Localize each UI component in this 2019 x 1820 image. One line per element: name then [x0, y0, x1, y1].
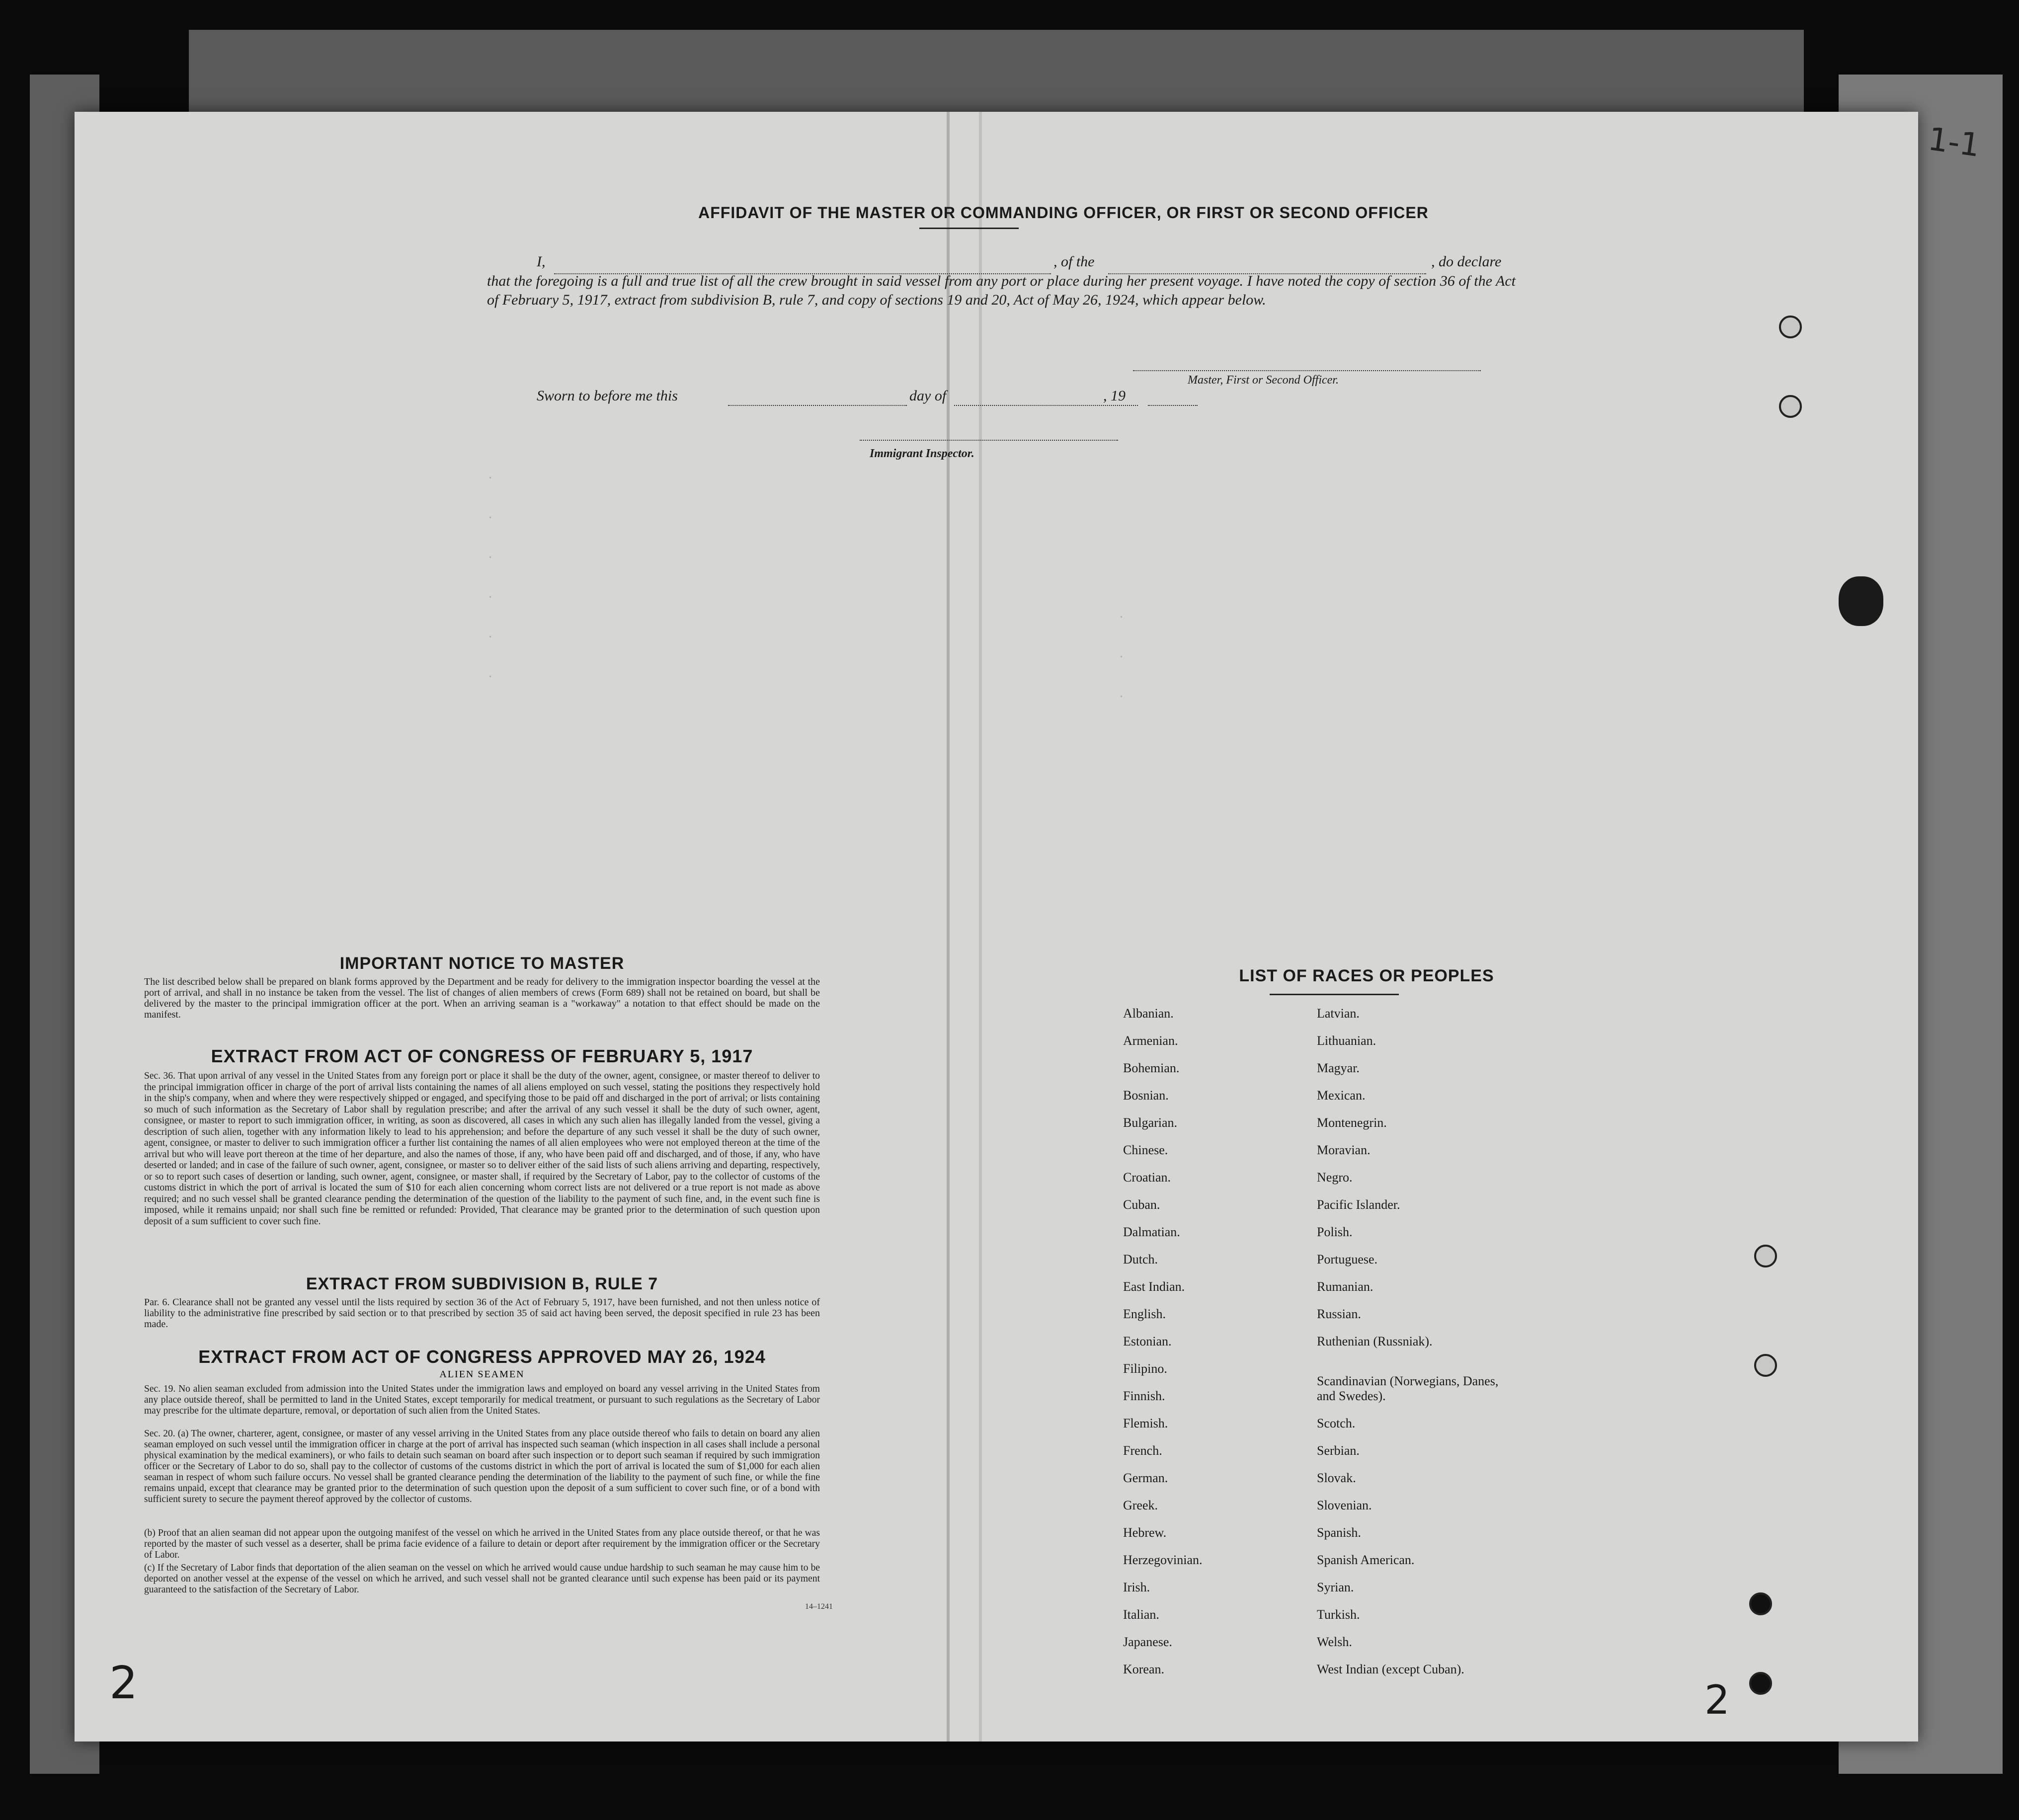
race-item: Russian. — [1317, 1307, 1361, 1321]
race-item: Montenegrin. — [1317, 1115, 1387, 1130]
race-item: Negro. — [1317, 1170, 1353, 1185]
handwritten-page-number: 1-1 — [1926, 121, 1983, 164]
binder-hole-icon — [1779, 316, 1802, 338]
subdivision-title: EXTRACT FROM SUBDIVISION B, RULE 7 — [306, 1274, 658, 1293]
race-item: Dutch. — [1123, 1252, 1158, 1266]
race-item: Spanish. — [1317, 1525, 1361, 1540]
subdivision-text: Par. 6. Clearance shall not be granted any vessel until the lists required by section 36 of the Act of February 5, 1917, have been furnished, and not then unless notice of liability to the administrative fine prescribed by said section or to that prescribed by section 35 of said act having been served, the deposit specified in rule 23 has been made. — [144, 1297, 820, 1330]
race-item: Mexican. — [1317, 1088, 1366, 1103]
extract-1917-title: EXTRACT FROM ACT OF CONGRESS OF FEBRUARY 5, 1917 — [211, 1046, 753, 1066]
race-item: West Indian (except Cuban). — [1317, 1662, 1464, 1676]
sec20c-text: (c) If the Secretary of Labor finds that deportation of the alien seaman on the vessel on which he arrived would cause undue hardship to such seaman he may cause him to be deported on another vessel at the expense of the vessel on which he arrived, and such vessel shall not be granted clearance until such expense has been paid or its payment guaranteed to the satisfaction of the Secretary of Labor. — [144, 1563, 820, 1595]
race-item: Greek. — [1123, 1498, 1158, 1512]
handwritten-mark-right: 2 — [1704, 1677, 1730, 1723]
race-item: Albanian. — [1123, 1006, 1174, 1021]
extract-1917-text: Sec. 36. That upon arrival of any vessel in the United States from any foreign port or place it shall be the duty of the owner, agent, consignee, or master thereof to deliver to the principal immigration officer in charge of the port of arrival lists containing the names of all aliens employed on such vessel, stating the positions they respectively hold in the ship's company, when and where they were respectively shipped or engaged, and specifying those to be paid off and discharged in the port of arrival; or lists containing so much of such information as the Secretary of Labor shall by regulation prescribe; and after the arrival of any such vessel it shall be the duty of such owner, agent, consignee, or master to report to such immigration officer, in writing, as soon as discovered, all cases in which any such alien has illegally landed from the vessel, giving a description of such alien, together with any information likely to lead to his apprehension; and before the departure of any such vessel it shall be the duty of such owner, agent, consignee, or master to deliver to such immigration officer a further list containing the names of all alien employees who were not employed thereon at the time of the arrival but who will leave port thereon at the time of her departure, and also the names of those, if any, who have been paid off and discharged, and of those, if any, who have deserted or landed; and in case of the failure of such owner, agent, consignee, or master so to deliver either of the said lists of such aliens arriving and departing, respectively, or so to report such cases of desertion or landing, such owner, agent, consignee, or master shall, if required by the Secretary of Labor, pay to the collector of customs of the customs district in which the port of arrival is located the sum of $10 for each alien concerning whom correct lists are not delivered or a true report is not made as above required; and no such vessel shall be granted clearance pending the determination of the question of the liability to the payment of such fine, and, in the event such fine is imposed, while it remains unpaid; nor shall such fine be remitted or refunded: Provided, That clearance may be granted prior to the determination of such question upon deposit of a sum sufficient to cover such fine. — [144, 1071, 820, 1227]
race-item: Turkish. — [1317, 1607, 1360, 1622]
race-item: Cuban. — [1123, 1197, 1160, 1212]
binder-hole-icon — [1754, 1354, 1777, 1377]
race-item: Slovenian. — [1317, 1498, 1372, 1512]
center-fold — [947, 112, 950, 1741]
race-item: Magyar. — [1317, 1061, 1360, 1075]
binder-hole-icon — [1749, 1672, 1772, 1695]
binder-hole-icon — [1779, 395, 1802, 418]
handwritten-mark-left: 2 — [109, 1657, 138, 1709]
race-item: Moravian. — [1317, 1143, 1371, 1157]
affidavit-declare: , do declare — [1431, 253, 1502, 270]
extract-1924-title: EXTRACT FROM ACT OF CONGRESS APPROVED MAY 26, 1924 — [198, 1346, 766, 1367]
race-item: French. — [1123, 1443, 1162, 1458]
races-left-column — [1123, 1006, 1312, 1689]
bleed-through-column-2: . . . — [1118, 609, 1125, 701]
race-item: Scandinavian (Norwegians, Danes, and Swedes). — [1317, 1374, 1499, 1403]
bleed-through-column-1: . . . . . . — [487, 470, 494, 681]
affidavit-i: I, — [537, 253, 546, 270]
ink-blot-icon — [1839, 576, 1883, 626]
race-item: Korean. — [1123, 1662, 1165, 1676]
master-signature-blank[interactable] — [1133, 370, 1481, 371]
race-item: English. — [1123, 1307, 1166, 1321]
sworn-day: day of — [909, 388, 947, 404]
inspector-label: Immigrant Inspector. — [870, 447, 974, 460]
affidavit-title-rule — [919, 228, 1019, 229]
race-item: Dalmatian. — [1123, 1225, 1180, 1239]
race-item: Serbian. — [1317, 1443, 1360, 1458]
sworn-year-blank[interactable] — [1148, 405, 1198, 406]
affidavit-line1 — [537, 253, 1531, 273]
race-item: Syrian. — [1317, 1580, 1354, 1594]
affidavit-body: that the foregoing is a full and true list of all the crew brought in said vessel from any port or place during her present voyage. I have noted the copy of section 36 of the Act of February 5, 1917, extract from subdivision B, rule 7, and copy of sections 19 and 20, Act of May 26, 1924, which appear below. — [487, 273, 1516, 308]
race-item: Italian. — [1123, 1607, 1159, 1622]
race-item: Spanish American. — [1317, 1553, 1415, 1567]
race-item: Lithuanian. — [1317, 1033, 1376, 1048]
race-item: Chinese. — [1123, 1143, 1168, 1157]
race-item: Scotch. — [1317, 1416, 1356, 1430]
sworn-prefix: Sworn to before me this — [537, 388, 678, 404]
sec20b-text: (b) Proof that an alien seaman did not appear upon the outgoing manifest of the vessel on which he arrived in the United States from any place outside thereof, or that he was reported by the master of such vessel as a deserter, shall be prima facie evidence of a failure to detain or deport after requirement by the immigration officer or the Secretary of Labor. — [144, 1528, 820, 1560]
race-item: Pacific Islander. — [1317, 1197, 1400, 1212]
race-item: Bohemian. — [1123, 1061, 1180, 1075]
sec19-text: Sec. 19. No alien seaman excluded from admission into the United States under the immigration laws and employed on board any vessel arriving in the United States from any place outside thereof, shall be permitted to land in the United States, except temporarily for medical treatment, or pursuant to such regulations as the Secretary of Labor may prescribe for the ultimate departure, removal, or deportation of such alien from the United States. — [144, 1384, 820, 1416]
race-item: Hebrew. — [1123, 1525, 1167, 1540]
race-item: East Indian. — [1123, 1279, 1185, 1294]
sworn-line — [537, 388, 1282, 407]
inspector-signature-blank[interactable] — [860, 440, 1118, 441]
notice-text: The list described below shall be prepared on blank forms approved by the Department and be ready for delivery to the immigration inspector boarding the vessel at the port of arrival, and shall in no instance be taken from the vessel. The list of changes of alien members of crews (Form 689) shall not be retained on board, but shall be delivered by the master to the principal immigration officer at the port. When an arriving seaman is a "workaway" a notation to that effect should be made on the manifest. — [144, 976, 820, 1020]
race-item: Rumanian. — [1317, 1279, 1373, 1294]
alien-seamen-subtitle: ALIEN SEAMEN — [439, 1369, 525, 1380]
binder-hole-icon — [1749, 1592, 1772, 1615]
race-item: Filipino. — [1123, 1361, 1167, 1376]
race-item: German. — [1123, 1471, 1168, 1485]
race-item: Slovak. — [1317, 1471, 1356, 1485]
race-item: Portuguese. — [1317, 1252, 1378, 1266]
race-item: Herzegovinian. — [1123, 1553, 1203, 1567]
sec20a-text: Sec. 20. (a) The owner, charterer, agent, consignee, or master of any vessel arriving in the United States from any place outside thereof who fails to detain on board any alien seaman employed on such vessel until the immigration officer in charge at the port of arrival has inspected such seaman (which inspection in all cases shall include a personal physical examination by the medical examiners), or who fails to detain such seaman on board after such inspection or to deport such seaman if required by such immigration officer or the Secretary of Labor to do so, shall pay to the collector of customs of the customs district in which the port of arrival is located the sum of $1,000 for each alien seaman in respect of whom such failure occurs. No vessel shall be granted clearance pending the determination of the liability to the payment of such fine, or while the fine remains unpaid, except that clearance may be granted prior to the determination of such question upon the deposit of a sum sufficient to cover such fine, or of a bond with sufficient surety to secure the payment thereof approved by the collector of customs. — [144, 1428, 820, 1504]
affidavit-title: AFFIDAVIT OF THE MASTER OR COMMANDING OFFICER, OR FIRST OR SECOND OFFICER — [698, 204, 1429, 222]
race-item: Flemish. — [1123, 1416, 1168, 1430]
races-title: LIST OF RACES OR PEOPLES — [1239, 966, 1494, 985]
race-item: Japanese. — [1123, 1635, 1172, 1649]
manifest-page — [75, 112, 1918, 1741]
races-right-column — [1317, 1006, 1575, 1689]
master-label: Master, First or Second Officer. — [1188, 374, 1339, 387]
race-item: Latvian. — [1317, 1006, 1360, 1021]
race-item: Welsh. — [1317, 1635, 1352, 1649]
race-item: Bosnian. — [1123, 1088, 1169, 1103]
race-item: Ruthenian (Russniak). — [1317, 1334, 1433, 1348]
race-item: Croatian. — [1123, 1170, 1171, 1185]
form-number: 14–1241 — [805, 1602, 833, 1611]
sworn-day-blank[interactable] — [728, 405, 907, 406]
sworn-month-blank[interactable] — [954, 405, 1138, 406]
race-item: Irish. — [1123, 1580, 1150, 1594]
race-item: Bulgarian. — [1123, 1115, 1178, 1130]
affidavit-of: , of the — [1053, 253, 1095, 270]
races-title-rule — [1270, 994, 1399, 995]
notice-title: IMPORTANT NOTICE TO MASTER — [339, 954, 625, 973]
race-item: Armenian. — [1123, 1033, 1178, 1048]
race-item: Estonian. — [1123, 1334, 1172, 1348]
binder-hole-icon — [1754, 1245, 1777, 1267]
race-item: Polish. — [1317, 1225, 1353, 1239]
center-fold-2 — [979, 112, 982, 1741]
race-item: Finnish. — [1123, 1389, 1165, 1403]
sworn-year: , 19 — [1103, 388, 1126, 404]
